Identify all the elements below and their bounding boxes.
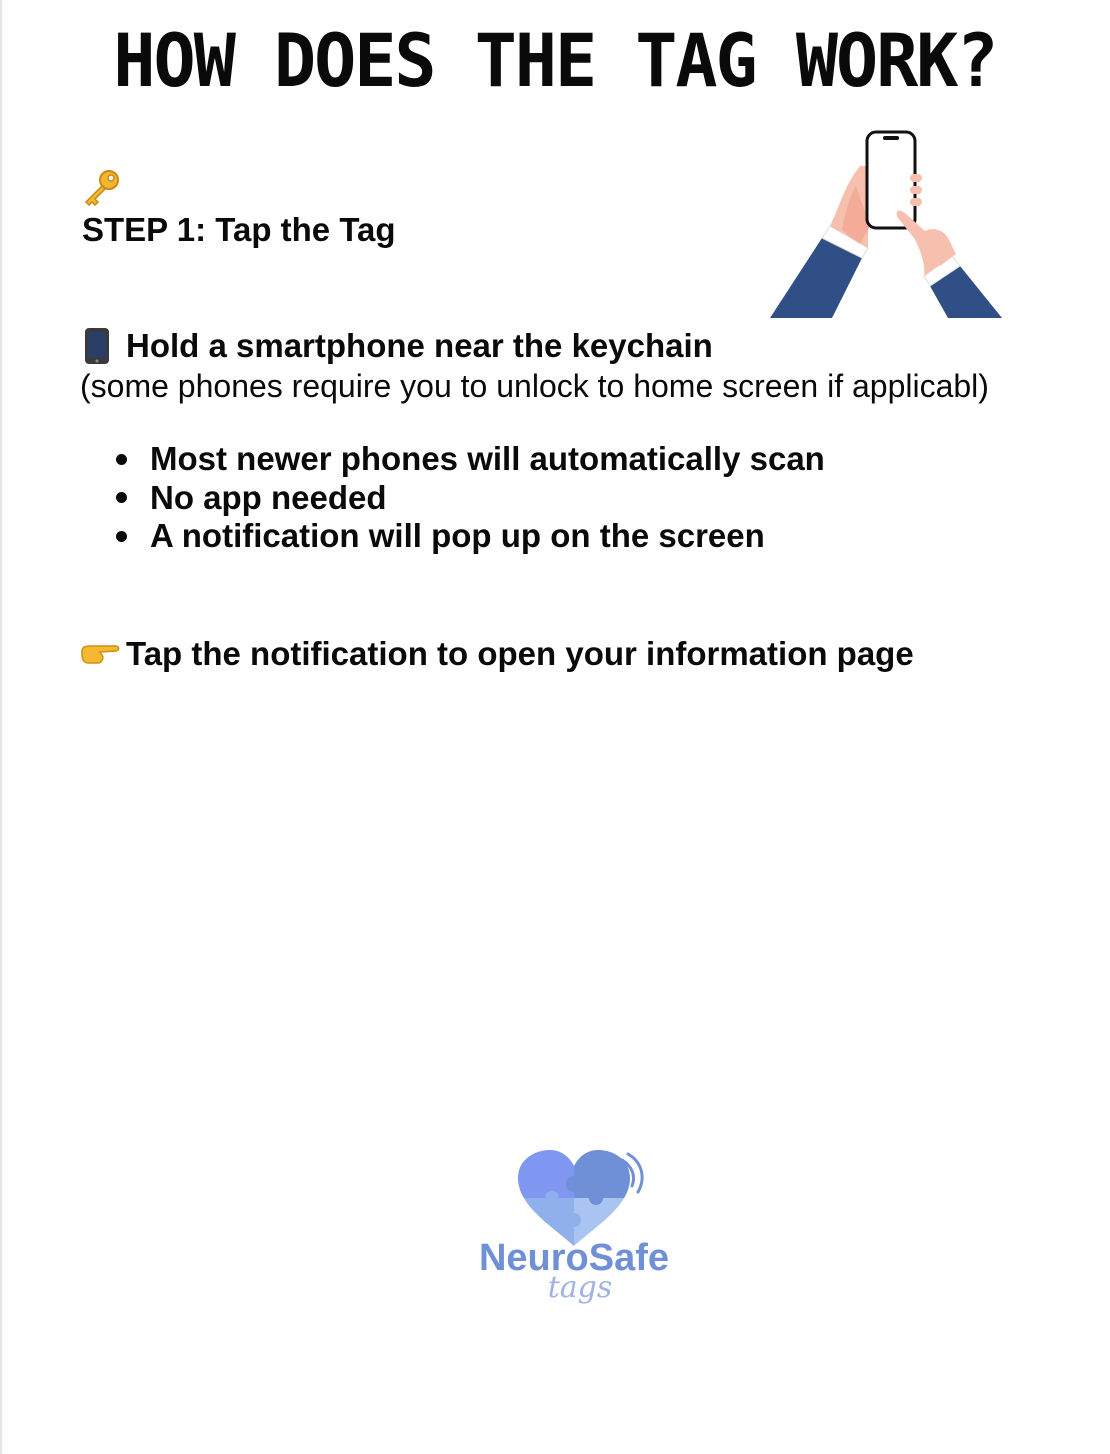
mobile-phone-icon: [82, 327, 112, 365]
instruction-text: Hold a smartphone near the keychain: [126, 327, 713, 364]
list-item: [108, 517, 825, 556]
bullet-text: A notification will pop up on the screen: [150, 517, 765, 554]
tap-text: Tap the notification to open your information page: [126, 635, 914, 672]
bullet-text: Most newer phones will automatically scan: [150, 440, 825, 477]
list-item: [108, 479, 825, 518]
page-title: HOW DOES THE TAG WORK?: [113, 17, 997, 105]
pointing-hand-icon: [80, 641, 120, 667]
bullet-list: [108, 440, 825, 556]
bullet-text: No app needed: [150, 478, 387, 516]
step-1-heading: STEP 1: Tap the Tag: [82, 211, 396, 248]
bullet-dot: [116, 454, 127, 465]
bullet-dot: [116, 492, 127, 503]
tap-instruction: [80, 632, 914, 676]
list-item: [108, 440, 825, 479]
logo-name: NeuroSafe: [478, 1237, 670, 1279]
key-icon: [80, 168, 122, 210]
bullet-dot: [116, 531, 127, 542]
logo-subtitle: tags: [547, 1270, 613, 1305]
hands-holding-phone-icon: [770, 126, 1002, 320]
instruction-line: [82, 324, 713, 368]
instruction-note: (some phones require you to unlock to home screen if applicabl): [80, 368, 989, 404]
page-edge: [0, 0, 2, 1454]
